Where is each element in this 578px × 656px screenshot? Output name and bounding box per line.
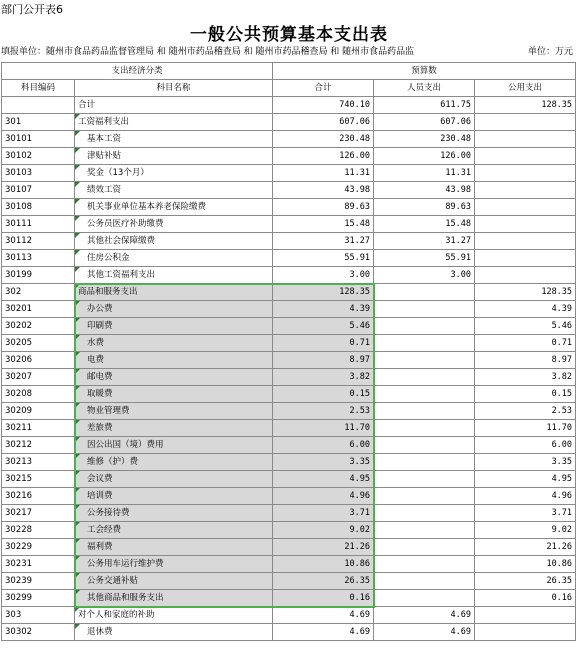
row-code: 30302 [2, 624, 75, 641]
row-name: 电费 [75, 352, 273, 369]
row-name: 住房公积金 [75, 250, 273, 267]
row-code: 30212 [2, 437, 75, 454]
row-name: 退休费 [75, 624, 273, 641]
row-code: 301 [2, 114, 75, 131]
row-public: 0.16 [475, 590, 576, 607]
row-code: 30228 [2, 522, 75, 539]
row-name: 会议费 [75, 471, 273, 488]
row-name: 邮电费 [75, 369, 273, 386]
row-public: 10.86 [475, 556, 576, 573]
row-public: 2.53 [475, 403, 576, 420]
table-row [2, 250, 576, 267]
row-code: 30239 [2, 573, 75, 590]
row-personnel: 55.91 [374, 250, 475, 267]
row-code: 30103 [2, 165, 75, 182]
header-code: 科目编码 [2, 80, 75, 97]
row-public [475, 165, 576, 182]
row-total: 740.10 [273, 97, 374, 114]
row-total: 11.70 [273, 420, 374, 437]
header-row-group [2, 63, 576, 80]
row-public [475, 182, 576, 199]
row-personnel: 31.27 [374, 233, 475, 250]
header-total: 合计 [273, 80, 374, 97]
row-code: 30205 [2, 335, 75, 352]
row-personnel [374, 590, 475, 607]
row-code: 30215 [2, 471, 75, 488]
table-row [2, 505, 576, 522]
row-personnel [374, 573, 475, 590]
row-public [475, 131, 576, 148]
row-total: 3.82 [273, 369, 374, 386]
row-personnel [374, 488, 475, 505]
row-total: 0.15 [273, 386, 374, 403]
table-row [2, 165, 576, 182]
header-budget: 预算数 [273, 63, 576, 80]
table-row [2, 437, 576, 454]
table-row [2, 590, 576, 607]
row-public: 11.70 [475, 420, 576, 437]
header-row-columns [2, 80, 576, 97]
row-public: 4.96 [475, 488, 576, 505]
row-total: 9.02 [273, 522, 374, 539]
header-name: 科目名称 [75, 80, 273, 97]
row-name: 津贴补贴 [75, 148, 273, 165]
row-personnel: 15.48 [374, 216, 475, 233]
row-personnel: 3.00 [374, 267, 475, 284]
row-code: 30211 [2, 420, 75, 437]
table-row [2, 352, 576, 369]
row-code: 30108 [2, 199, 75, 216]
table-row [2, 607, 576, 624]
table-row [2, 556, 576, 573]
row-total: 4.69 [273, 607, 374, 624]
table-row [2, 267, 576, 284]
table-row [2, 114, 576, 131]
unit-label: 单位：万元 [527, 47, 573, 57]
table-row [2, 284, 576, 301]
row-code: 302 [2, 284, 75, 301]
table-row [2, 233, 576, 250]
row-code [2, 97, 75, 114]
row-public [475, 199, 576, 216]
row-name: 公务用车运行维护费 [75, 556, 273, 573]
row-personnel: 89.63 [374, 199, 475, 216]
row-personnel [374, 556, 475, 573]
row-code: 30199 [2, 267, 75, 284]
row-name: 水费 [75, 335, 273, 352]
row-personnel [374, 437, 475, 454]
row-personnel [374, 522, 475, 539]
table-row [2, 335, 576, 352]
row-total: 2.53 [273, 403, 374, 420]
row-total: 0.16 [273, 590, 374, 607]
document-label: 部门公开表6 [1, 3, 63, 16]
table-row [2, 454, 576, 471]
row-personnel [374, 318, 475, 335]
row-name: 办公费 [75, 301, 273, 318]
row-personnel: 230.48 [374, 131, 475, 148]
row-name: 差旅费 [75, 420, 273, 437]
row-total: 8.97 [273, 352, 374, 369]
table-row [2, 199, 576, 216]
row-total: 128.35 [273, 284, 374, 301]
row-public [475, 267, 576, 284]
row-total: 230.48 [273, 131, 374, 148]
row-code: 30207 [2, 369, 75, 386]
table-row [2, 131, 576, 148]
row-total: 0.71 [273, 335, 374, 352]
row-name: 印刷费 [75, 318, 273, 335]
row-code: 30229 [2, 539, 75, 556]
table-row [2, 522, 576, 539]
row-personnel: 607.06 [374, 114, 475, 131]
row-name: 公务交通补贴 [75, 573, 273, 590]
filler-unit-text: 填报单位：随州市食品药品监督管理局 和 随州市药品稽查局 和 随州市药品稽查局 和 随州市食品药品监 [1, 47, 415, 57]
row-total: 3.35 [273, 454, 374, 471]
row-name: 其他商品和服务支出 [75, 590, 273, 607]
table-row [2, 148, 576, 165]
row-public: 26.35 [475, 573, 576, 590]
row-public: 6.00 [475, 437, 576, 454]
row-name: 其他社会保障缴费 [75, 233, 273, 250]
row-total: 4.69 [273, 624, 374, 641]
table-row [2, 301, 576, 318]
table-row [2, 403, 576, 420]
row-code: 30216 [2, 488, 75, 505]
row-public [475, 114, 576, 131]
row-public [475, 148, 576, 165]
row-personnel [374, 539, 475, 556]
row-name: 对个人和家庭的补助 [75, 607, 273, 624]
row-public: 5.46 [475, 318, 576, 335]
table-row [2, 573, 576, 590]
row-name: 物业管理费 [75, 403, 273, 420]
table-body [2, 97, 576, 641]
row-code: 30201 [2, 301, 75, 318]
row-total: 10.86 [273, 556, 374, 573]
row-code: 30101 [2, 131, 75, 148]
header-personnel: 人员支出 [374, 80, 475, 97]
row-code: 30111 [2, 216, 75, 233]
row-name: 福利费 [75, 539, 273, 556]
row-personnel [374, 369, 475, 386]
header-econ-class: 支出经济分类 [2, 63, 273, 80]
page-title: 一般公共预算基本支出表 [190, 25, 388, 45]
row-public: 0.71 [475, 335, 576, 352]
row-personnel [374, 505, 475, 522]
row-total: 21.26 [273, 539, 374, 556]
row-public: 128.35 [475, 97, 576, 114]
row-total: 4.39 [273, 301, 374, 318]
table-row [2, 539, 576, 556]
row-public: 9.02 [475, 522, 576, 539]
row-code: 30107 [2, 182, 75, 199]
row-personnel [374, 335, 475, 352]
row-code: 30102 [2, 148, 75, 165]
table-row [2, 386, 576, 403]
row-name: 工会经费 [75, 522, 273, 539]
table-row [2, 420, 576, 437]
row-public: 4.39 [475, 301, 576, 318]
row-code: 30217 [2, 505, 75, 522]
row-code: 30206 [2, 352, 75, 369]
row-public: 128.35 [475, 284, 576, 301]
budget-table [1, 62, 576, 641]
row-public [475, 216, 576, 233]
row-total: 4.95 [273, 471, 374, 488]
row-personnel: 11.31 [374, 165, 475, 182]
table-row [2, 624, 576, 641]
row-total: 607.06 [273, 114, 374, 131]
row-name: 维修（护）费 [75, 454, 273, 471]
table-row [2, 97, 576, 114]
row-code: 30213 [2, 454, 75, 471]
row-name: 因公出国（境）费用 [75, 437, 273, 454]
row-code: 30113 [2, 250, 75, 267]
row-total: 43.98 [273, 182, 374, 199]
row-personnel [374, 420, 475, 437]
row-public: 3.71 [475, 505, 576, 522]
table-row [2, 318, 576, 335]
row-public [475, 233, 576, 250]
row-name: 绩效工资 [75, 182, 273, 199]
row-total: 126.00 [273, 148, 374, 165]
row-total: 11.31 [273, 165, 374, 182]
row-public: 21.26 [475, 539, 576, 556]
row-name: 奖金（13个月） [75, 165, 273, 182]
row-name: 商品和服务支出 [75, 284, 273, 301]
row-code: 30231 [2, 556, 75, 573]
row-personnel: 4.69 [374, 607, 475, 624]
row-total: 5.46 [273, 318, 374, 335]
row-code: 30202 [2, 318, 75, 335]
row-total: 3.00 [273, 267, 374, 284]
row-total: 15.48 [273, 216, 374, 233]
row-name: 基本工资 [75, 131, 273, 148]
table-row [2, 488, 576, 505]
row-name: 机关事业单位基本养老保险缴费 [75, 199, 273, 216]
row-public: 4.95 [475, 471, 576, 488]
row-public [475, 607, 576, 624]
row-personnel: 126.00 [374, 148, 475, 165]
row-public: 8.97 [475, 352, 576, 369]
header-public: 公用支出 [475, 80, 576, 97]
row-personnel: 43.98 [374, 182, 475, 199]
table-row [2, 369, 576, 386]
row-total: 4.96 [273, 488, 374, 505]
row-personnel [374, 352, 475, 369]
table-row [2, 471, 576, 488]
row-name: 公务接待费 [75, 505, 273, 522]
row-code: 30209 [2, 403, 75, 420]
table-row [2, 182, 576, 199]
row-personnel: 4.69 [374, 624, 475, 641]
table-row [2, 216, 576, 233]
row-name: 工资福利支出 [75, 114, 273, 131]
row-total: 55.91 [273, 250, 374, 267]
row-public [475, 624, 576, 641]
row-public: 0.15 [475, 386, 576, 403]
row-name: 取暖费 [75, 386, 273, 403]
row-code: 30299 [2, 590, 75, 607]
row-personnel [374, 386, 475, 403]
row-total: 31.27 [273, 233, 374, 250]
row-code: 303 [2, 607, 75, 624]
row-personnel: 611.75 [374, 97, 475, 114]
row-personnel [374, 284, 475, 301]
row-total: 6.00 [273, 437, 374, 454]
row-personnel [374, 403, 475, 420]
row-personnel [374, 301, 475, 318]
row-public: 3.82 [475, 369, 576, 386]
row-public: 3.35 [475, 454, 576, 471]
filler-line [1, 44, 575, 57]
row-code: 30112 [2, 233, 75, 250]
row-total: 3.71 [273, 505, 374, 522]
row-name: 其他工资福利支出 [75, 267, 273, 284]
row-name: 公务员医疗补助缴费 [75, 216, 273, 233]
row-public [475, 250, 576, 267]
row-personnel [374, 454, 475, 471]
row-personnel [374, 471, 475, 488]
row-name: 培训费 [75, 488, 273, 505]
row-total: 89.63 [273, 199, 374, 216]
row-name: 合计 [75, 97, 273, 114]
row-total: 26.35 [273, 573, 374, 590]
row-code: 30208 [2, 386, 75, 403]
